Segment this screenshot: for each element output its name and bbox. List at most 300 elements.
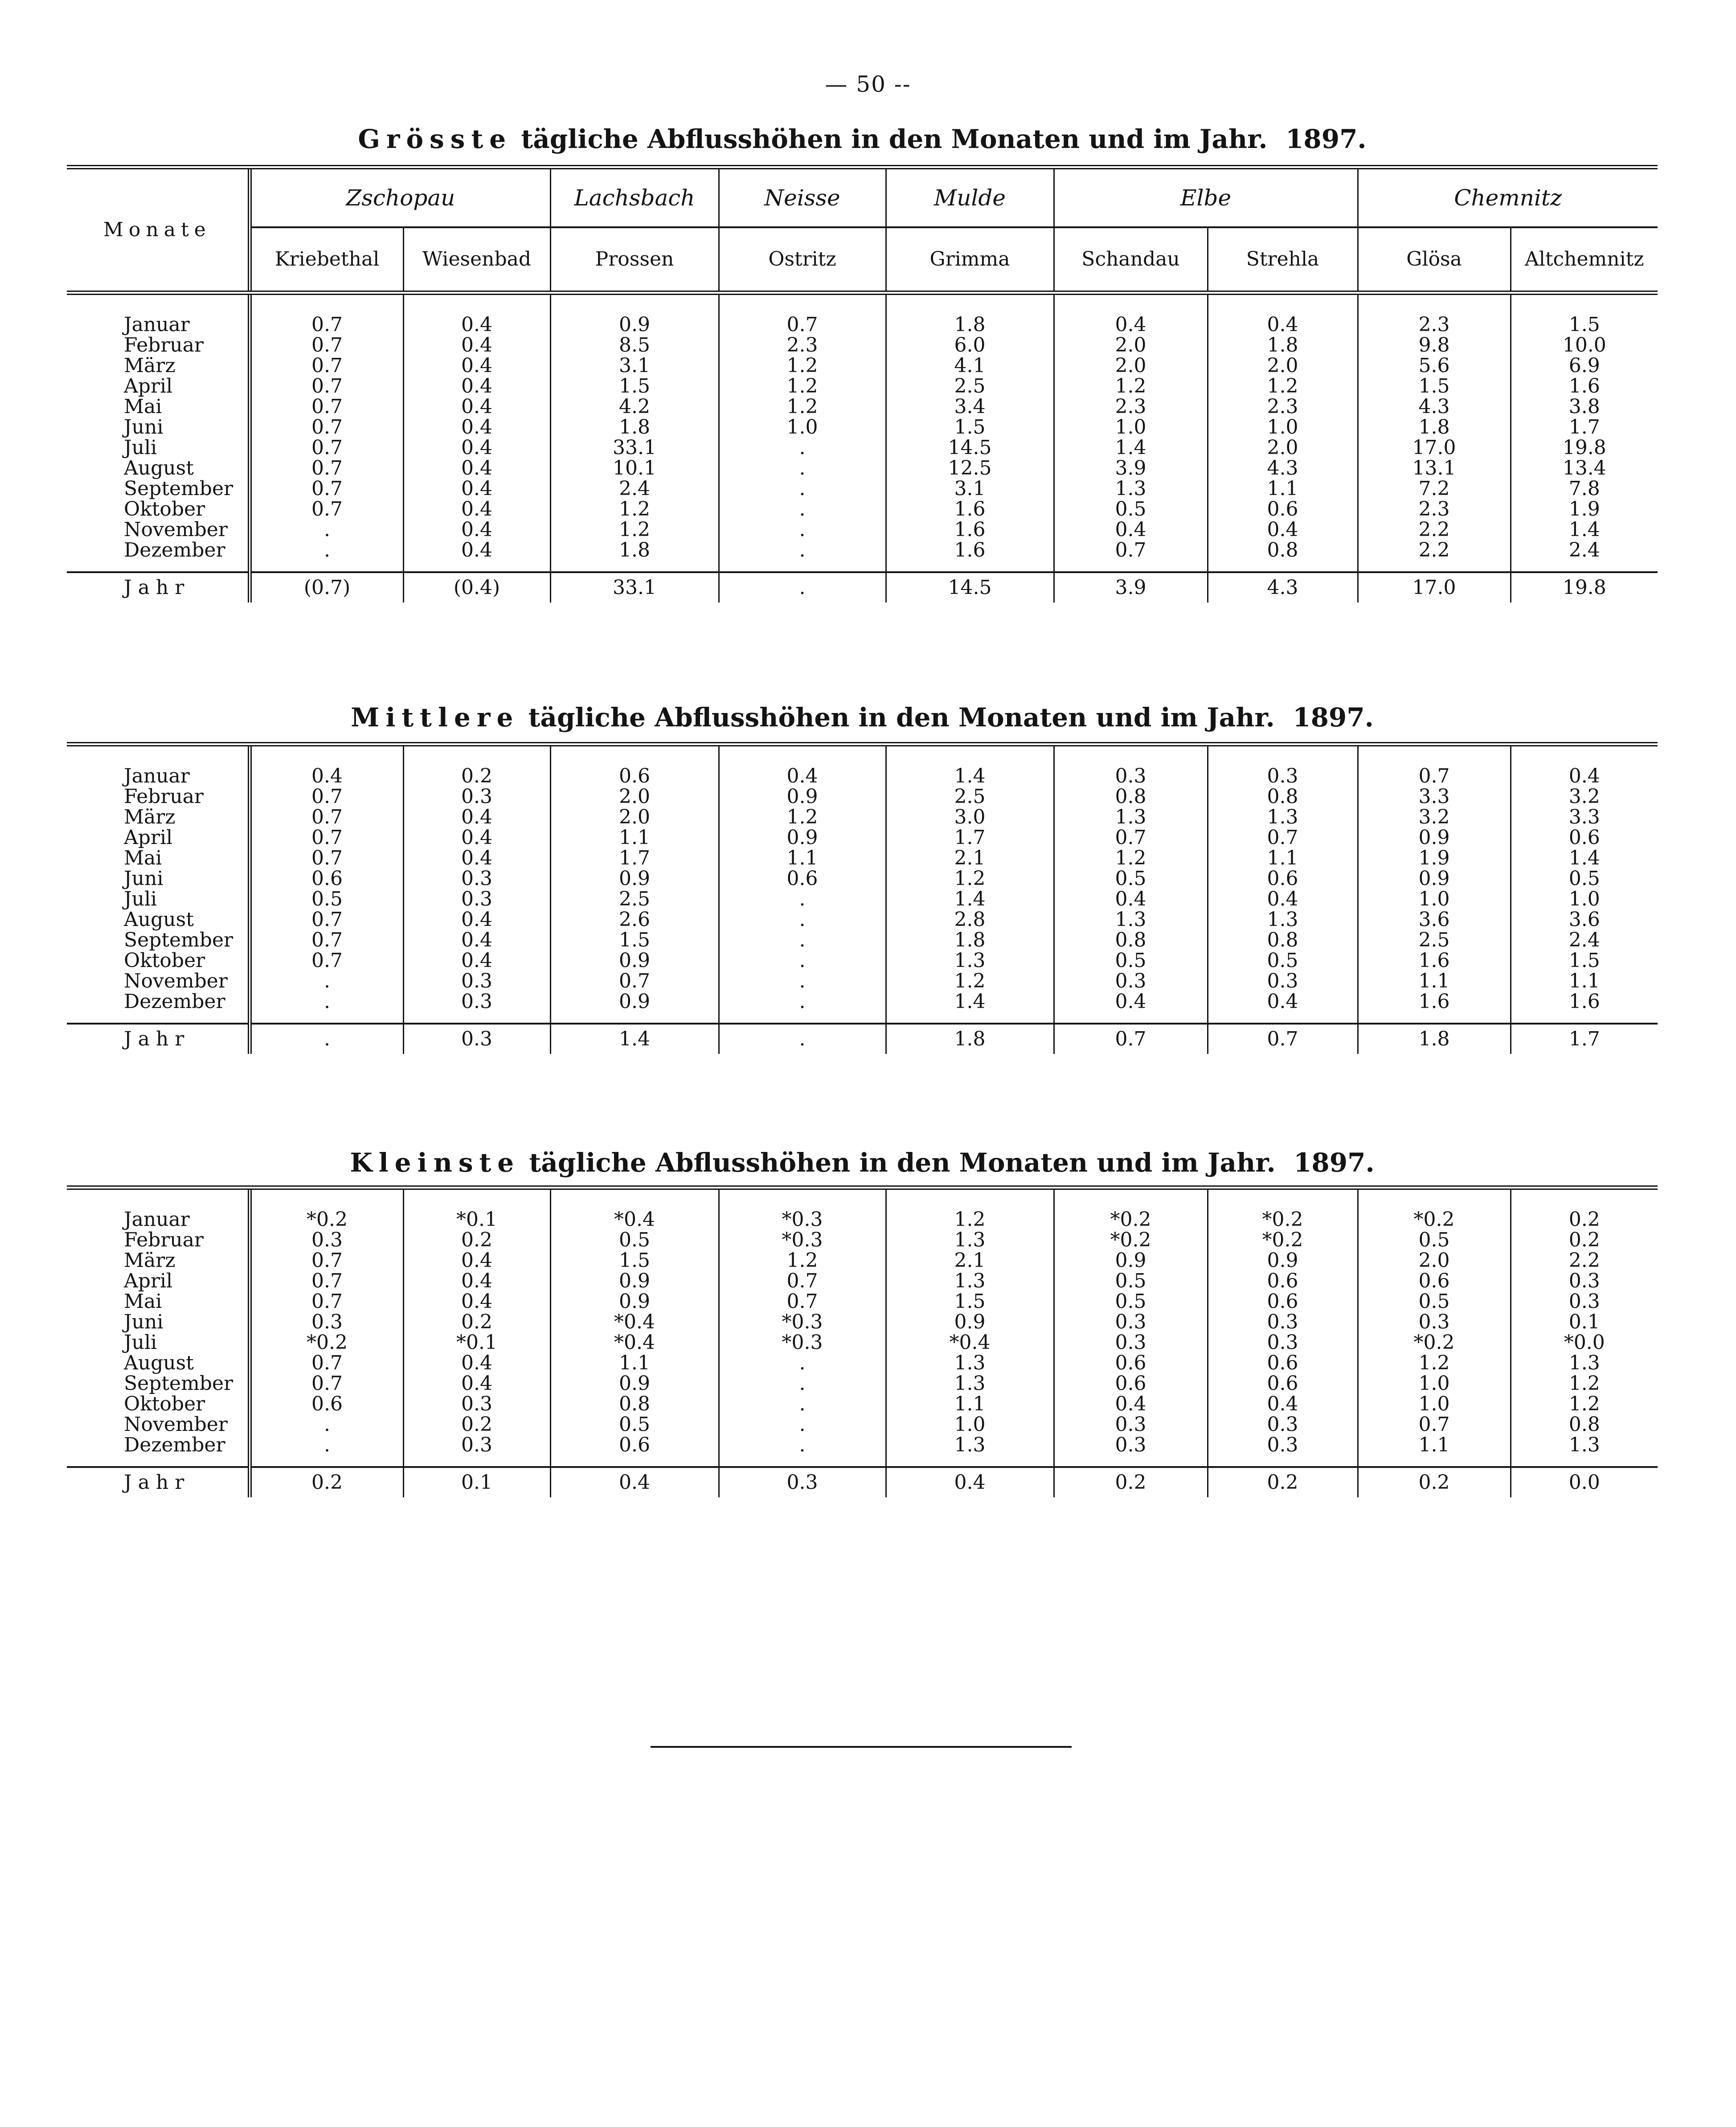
value-cell: 0.5: [1054, 951, 1208, 971]
table-row: [67, 335, 1658, 356]
value-cell: 2.2: [1358, 540, 1511, 572]
table-row: [67, 828, 1658, 848]
value-cell: 0.9: [1208, 1250, 1358, 1271]
value-cell: 1.6: [1358, 951, 1511, 971]
header-river-neisse: Neisse: [719, 167, 886, 227]
value-cell: *0.1: [403, 1332, 550, 1353]
value-cell: *0.4: [886, 1332, 1054, 1353]
value-cell: 2.3: [1358, 293, 1511, 335]
value-cell: .: [719, 1373, 886, 1394]
title-rest: tägliche Abflusshöhen in den Monaten und im Jahr.: [520, 1148, 1276, 1178]
value-cell: 2.3: [1054, 397, 1208, 417]
value-cell: 3.1: [550, 356, 719, 376]
month-label: Dezember: [124, 1434, 225, 1456]
value-cell: 0.9: [550, 1271, 719, 1291]
value-cell: 0.7: [250, 376, 403, 397]
value-cell: 1.3: [1054, 910, 1208, 930]
value-cell: 2.8: [886, 910, 1054, 930]
month-label: Januar: [124, 1208, 190, 1231]
month-label: Februar: [124, 1229, 204, 1251]
value-cell: 0.4: [403, 1291, 550, 1312]
title-rest: tägliche Abflusshöhen in den Monaten und im Jahr.: [519, 702, 1275, 733]
value-cell: 1.2: [719, 376, 886, 397]
year-value-cell: 0.3: [719, 1467, 886, 1497]
value-cell: 0.4: [1208, 520, 1358, 540]
value-cell: 0.2: [403, 1312, 550, 1332]
month-label: Juni: [124, 1311, 164, 1333]
value-cell: 2.1: [886, 848, 1054, 869]
value-cell: *0.2: [1358, 1188, 1511, 1230]
month-label: August: [124, 1352, 194, 1374]
section-title: [67, 702, 1658, 733]
value-cell: 0.4: [403, 848, 550, 869]
month-label: April: [124, 1270, 173, 1292]
value-cell: 0.8: [1054, 787, 1208, 807]
value-cell: 0.3: [1511, 1271, 1658, 1291]
value-cell: 0.4: [1054, 1394, 1208, 1414]
value-cell: 0.7: [250, 848, 403, 869]
month-label: Oktober: [124, 949, 205, 972]
title-rest: tägliche Abflusshöhen in den Monaten und im Jahr.: [512, 124, 1268, 154]
value-cell: 0.7: [1358, 1414, 1511, 1435]
value-cell: 0.3: [1054, 744, 1208, 787]
value-cell: 0.3: [1054, 971, 1208, 992]
header-river-elbe: Elbe: [1054, 167, 1358, 227]
table-row: [67, 1312, 1658, 1332]
year-value-cell: 0.3: [403, 1024, 550, 1054]
table-row: [67, 1435, 1658, 1467]
year-value-cell: 0.2: [1054, 1467, 1208, 1497]
year-row: [67, 1467, 1658, 1497]
value-cell: 0.5: [1054, 499, 1208, 520]
value-cell: 0.7: [250, 1250, 403, 1271]
value-cell: 8.5: [550, 335, 719, 356]
value-cell: .: [250, 540, 403, 572]
value-cell: 7.8: [1511, 479, 1658, 499]
value-cell: *0.3: [719, 1332, 886, 1353]
value-cell: 0.7: [250, 1373, 403, 1394]
year-value-cell: 14.5: [886, 572, 1054, 602]
month-label: Juli: [124, 1331, 157, 1354]
value-cell: 1.5: [886, 1291, 1054, 1312]
value-cell: 0.4: [1208, 889, 1358, 910]
value-cell: 1.2: [1511, 1394, 1658, 1414]
value-cell: 1.6: [886, 520, 1054, 540]
value-cell: 0.7: [1054, 540, 1208, 572]
value-cell: 0.4: [403, 376, 550, 397]
value-cell: 4.3: [1358, 397, 1511, 417]
value-cell: 1.1: [1208, 848, 1358, 869]
value-cell: 0.2: [403, 1414, 550, 1435]
value-cell: 0.3: [403, 1394, 550, 1414]
value-cell: 0.7: [550, 971, 719, 992]
title-year: 1897.: [1293, 702, 1374, 733]
value-cell: 0.9: [1358, 869, 1511, 889]
value-cell: 0.4: [403, 458, 550, 479]
value-cell: 0.3: [1054, 1312, 1208, 1332]
value-cell: 0.4: [403, 951, 550, 971]
year-value-cell: 3.9: [1054, 572, 1208, 602]
value-cell: 1.3: [1054, 479, 1208, 499]
value-cell: 0.4: [403, 417, 550, 438]
value-cell: 0.8: [1054, 930, 1208, 951]
header-river-zschopau: Zschopau: [250, 167, 550, 227]
value-cell: .: [719, 1353, 886, 1373]
month-label: September: [124, 1372, 233, 1395]
value-cell: 4.3: [1208, 458, 1358, 479]
value-cell: *0.4: [550, 1312, 719, 1332]
value-cell: 0.3: [1208, 1332, 1358, 1353]
month-label: November: [124, 1413, 228, 1436]
value-cell: 1.1: [886, 1394, 1054, 1414]
value-cell: 0.6: [550, 744, 719, 787]
value-cell: 1.3: [1208, 910, 1358, 930]
value-cell: 1.0: [1511, 889, 1658, 910]
value-cell: *0.4: [550, 1188, 719, 1230]
year-value-cell: 4.3: [1208, 572, 1358, 602]
value-cell: .: [719, 889, 886, 910]
month-label: Dezember: [124, 990, 225, 1013]
value-cell: 0.9: [550, 992, 719, 1024]
value-cell: 0.7: [719, 1271, 886, 1291]
value-cell: 0.4: [403, 807, 550, 828]
value-cell: 0.4: [1511, 744, 1658, 787]
month-label: Juli: [124, 888, 157, 910]
value-cell: 0.3: [403, 1435, 550, 1467]
header-station-schandau: Schandau: [1054, 227, 1208, 293]
value-cell: 1.8: [550, 417, 719, 438]
table-row: [67, 1332, 1658, 1353]
value-cell: 10.1: [550, 458, 719, 479]
value-cell: .: [719, 458, 886, 479]
value-cell: .: [719, 499, 886, 520]
value-cell: 1.0: [1358, 889, 1511, 910]
table-row: [67, 744, 1658, 787]
value-cell: 0.4: [403, 828, 550, 848]
month-label: Dezember: [124, 539, 225, 561]
value-cell: 0.9: [1054, 1250, 1208, 1271]
header-station-grimma: Grimma: [886, 227, 1054, 293]
value-cell: 1.4: [1511, 848, 1658, 869]
value-cell: 0.6: [550, 1435, 719, 1467]
value-cell: 1.0: [1208, 417, 1358, 438]
value-cell: 0.8: [550, 1394, 719, 1414]
value-cell: .: [250, 971, 403, 992]
value-cell: 33.1: [550, 438, 719, 458]
value-cell: 1.3: [886, 1353, 1054, 1373]
value-cell: 0.6: [1208, 1353, 1358, 1373]
value-cell: 1.1: [550, 1353, 719, 1373]
month-label: April: [124, 375, 173, 398]
value-cell: 2.4: [1511, 540, 1658, 572]
month-label: November: [124, 518, 228, 541]
value-cell: *0.2: [250, 1332, 403, 1353]
value-cell: 2.0: [1358, 1250, 1511, 1271]
value-cell: 0.4: [250, 744, 403, 787]
month-label: Januar: [124, 313, 190, 336]
value-cell: 0.9: [719, 828, 886, 848]
header-station-ostritz: Ostritz: [719, 227, 886, 293]
value-cell: 0.8: [1208, 540, 1358, 572]
value-cell: 0.9: [550, 293, 719, 335]
value-cell: 0.7: [250, 1353, 403, 1373]
section-title: [67, 124, 1658, 154]
value-cell: 0.7: [1358, 744, 1511, 787]
value-cell: 1.2: [719, 356, 886, 376]
table-row: [67, 1414, 1658, 1435]
value-cell: 0.5: [1054, 1291, 1208, 1312]
value-cell: 0.3: [1208, 1312, 1358, 1332]
value-cell: 1.8: [886, 293, 1054, 335]
value-cell: 3.6: [1358, 910, 1511, 930]
value-cell: .: [719, 479, 886, 499]
value-cell: 0.7: [250, 807, 403, 828]
value-cell: 0.4: [403, 540, 550, 572]
table-row: [67, 869, 1658, 889]
month-label: August: [124, 457, 194, 479]
value-cell: 0.9: [550, 1373, 719, 1394]
value-cell: 1.2: [719, 1250, 886, 1271]
value-cell: 0.4: [719, 744, 886, 787]
value-cell: 1.2: [719, 397, 886, 417]
year-value-cell: .: [719, 572, 886, 602]
value-cell: 1.0: [886, 1414, 1054, 1435]
header-river-mulde: Mulde: [886, 167, 1054, 227]
table-row: [67, 438, 1658, 458]
value-cell: 0.4: [1208, 293, 1358, 335]
month-label: Juni: [124, 867, 164, 890]
month-label: Oktober: [124, 1393, 205, 1415]
value-cell: 0.2: [1511, 1188, 1658, 1230]
value-cell: 17.0: [1358, 438, 1511, 458]
year-value-cell: 1.7: [1511, 1024, 1658, 1054]
year-value-cell: 0.2: [250, 1467, 403, 1497]
table-max: [67, 165, 1658, 602]
value-cell: 2.0: [550, 807, 719, 828]
value-cell: .: [719, 1435, 886, 1467]
year-value-cell: 0.7: [1208, 1024, 1358, 1054]
year-value-cell: 33.1: [550, 572, 719, 602]
value-cell: 1.1: [550, 828, 719, 848]
value-cell: 6.9: [1511, 356, 1658, 376]
value-cell: 3.1: [886, 479, 1054, 499]
value-cell: 1.2: [550, 520, 719, 540]
value-cell: 1.9: [1511, 499, 1658, 520]
value-cell: *0.3: [719, 1188, 886, 1230]
value-cell: 1.2: [550, 499, 719, 520]
value-cell: 0.7: [250, 293, 403, 335]
year-value-cell: 0.4: [550, 1467, 719, 1497]
header-station-wiesenbad: Wiesenbad: [403, 227, 550, 293]
value-cell: 0.4: [403, 479, 550, 499]
value-cell: 0.4: [403, 499, 550, 520]
value-cell: 1.0: [1054, 417, 1208, 438]
value-cell: 1.3: [1208, 807, 1358, 828]
value-cell: 2.5: [1358, 930, 1511, 951]
value-cell: 0.4: [403, 397, 550, 417]
month-label: April: [124, 826, 173, 849]
table-row: [67, 499, 1658, 520]
value-cell: 2.6: [550, 910, 719, 930]
value-cell: 1.3: [886, 1373, 1054, 1394]
year-label: Jahr: [67, 572, 250, 602]
value-cell: *0.2: [1208, 1230, 1358, 1250]
value-cell: 0.4: [403, 335, 550, 356]
value-cell: 0.7: [250, 397, 403, 417]
value-cell: 0.3: [1208, 744, 1358, 787]
value-cell: 0.3: [250, 1230, 403, 1250]
table-row: [67, 356, 1658, 376]
value-cell: 2.0: [1054, 335, 1208, 356]
month-label: März: [124, 806, 176, 828]
value-cell: 2.3: [1208, 397, 1358, 417]
month-label: März: [124, 1249, 176, 1272]
table-row: [67, 376, 1658, 397]
year-value-cell: (0.4): [403, 572, 550, 602]
value-cell: 0.6: [1054, 1353, 1208, 1373]
value-cell: 0.5: [550, 1414, 719, 1435]
year-value-cell: 0.2: [1208, 1467, 1358, 1497]
value-cell: 0.8: [1208, 930, 1358, 951]
value-cell: .: [250, 1414, 403, 1435]
title-spaced-word: Grösste: [358, 124, 512, 154]
value-cell: 1.2: [1208, 376, 1358, 397]
value-cell: 0.9: [550, 869, 719, 889]
value-cell: 1.2: [1054, 848, 1208, 869]
value-cell: 0.8: [1208, 787, 1358, 807]
value-cell: 1.8: [1208, 335, 1358, 356]
value-cell: 0.5: [1054, 869, 1208, 889]
value-cell: 0.7: [250, 828, 403, 848]
year-label: Jahr: [67, 1024, 250, 1054]
value-cell: 6.0: [886, 335, 1054, 356]
value-cell: 0.5: [1358, 1230, 1511, 1250]
year-row: [67, 1024, 1658, 1054]
value-cell: .: [719, 910, 886, 930]
value-cell: 0.3: [403, 869, 550, 889]
value-cell: 1.3: [1054, 807, 1208, 828]
value-cell: 3.4: [886, 397, 1054, 417]
value-cell: *0.3: [719, 1230, 886, 1250]
value-cell: 0.6: [1054, 1373, 1208, 1394]
value-cell: 0.8: [1511, 1414, 1658, 1435]
value-cell: 0.9: [719, 787, 886, 807]
value-cell: .: [719, 971, 886, 992]
value-cell: 1.2: [1358, 1353, 1511, 1373]
value-cell: 0.4: [1054, 889, 1208, 910]
value-cell: 0.9: [550, 1291, 719, 1312]
table-row: [67, 417, 1658, 438]
value-cell: 1.2: [886, 971, 1054, 992]
value-cell: 3.6: [1511, 910, 1658, 930]
value-cell: 1.0: [1358, 1394, 1511, 1414]
value-cell: *0.4: [550, 1332, 719, 1353]
value-cell: 3.2: [1358, 807, 1511, 828]
table-row: [67, 848, 1658, 869]
value-cell: 1.4: [886, 889, 1054, 910]
value-cell: .: [250, 992, 403, 1024]
value-cell: 2.0: [1208, 356, 1358, 376]
value-cell: 0.6: [1208, 869, 1358, 889]
month-label: September: [124, 929, 233, 951]
value-cell: 0.5: [1511, 869, 1658, 889]
month-label: Januar: [124, 765, 190, 787]
value-cell: 1.4: [886, 744, 1054, 787]
value-cell: 2.4: [550, 479, 719, 499]
table-row: [67, 1250, 1658, 1271]
value-cell: 2.0: [1208, 438, 1358, 458]
value-cell: 1.5: [550, 1250, 719, 1271]
value-cell: 0.7: [250, 787, 403, 807]
value-cell: 2.0: [1054, 356, 1208, 376]
value-cell: 0.6: [1208, 1271, 1358, 1291]
value-cell: 0.1: [1511, 1312, 1658, 1332]
value-cell: 1.0: [1358, 1373, 1511, 1394]
table-row: [67, 1394, 1658, 1414]
value-cell: 0.7: [250, 1291, 403, 1312]
value-cell: 1.4: [886, 992, 1054, 1024]
value-cell: .: [250, 520, 403, 540]
value-cell: 1.7: [550, 848, 719, 869]
table-row: [67, 1271, 1658, 1291]
value-cell: 2.5: [550, 889, 719, 910]
header-station-prossen: Prossen: [550, 227, 719, 293]
year-value-cell: .: [719, 1024, 886, 1054]
value-cell: 0.3: [250, 1312, 403, 1332]
value-cell: 0.2: [1511, 1230, 1658, 1250]
value-cell: .: [250, 1435, 403, 1467]
table-row: [67, 1291, 1658, 1312]
value-cell: 0.3: [1054, 1435, 1208, 1467]
value-cell: 0.7: [1054, 828, 1208, 848]
year-row: [67, 572, 1658, 602]
value-cell: 3.9: [1054, 458, 1208, 479]
title-spaced-word: Kleinste: [350, 1148, 520, 1178]
value-cell: 2.4: [1511, 930, 1658, 951]
value-cell: *0.2: [1054, 1230, 1208, 1250]
header-river-lachsbach: Lachsbach: [550, 167, 719, 227]
value-cell: 0.7: [250, 499, 403, 520]
value-cell: *0.0: [1511, 1332, 1658, 1353]
value-cell: 0.6: [1208, 1373, 1358, 1394]
value-cell: 3.0: [886, 807, 1054, 828]
value-cell: 7.2: [1358, 479, 1511, 499]
value-cell: 1.3: [886, 1271, 1054, 1291]
value-cell: 1.6: [1358, 992, 1511, 1024]
value-cell: 0.5: [1208, 951, 1358, 971]
value-cell: 0.4: [403, 520, 550, 540]
month-label: Mai: [124, 395, 162, 418]
value-cell: .: [719, 540, 886, 572]
value-cell: 0.6: [1358, 1271, 1511, 1291]
table-row: [67, 889, 1658, 910]
year-value-cell: 0.7: [1054, 1024, 1208, 1054]
value-cell: 2.5: [886, 787, 1054, 807]
value-cell: 1.1: [1208, 479, 1358, 499]
value-cell: 2.2: [1358, 520, 1511, 540]
value-cell: 0.3: [403, 992, 550, 1024]
table-mean: [67, 742, 1658, 1054]
value-cell: .: [719, 520, 886, 540]
value-cell: 0.3: [403, 787, 550, 807]
value-cell: 0.4: [403, 293, 550, 335]
value-cell: 0.3: [1511, 1291, 1658, 1312]
year-value-cell: 0.2: [1358, 1467, 1511, 1497]
value-cell: 0.4: [1208, 1394, 1358, 1414]
year-value-cell: 0.0: [1511, 1467, 1658, 1497]
value-cell: *0.2: [250, 1188, 403, 1230]
value-cell: 12.5: [886, 458, 1054, 479]
